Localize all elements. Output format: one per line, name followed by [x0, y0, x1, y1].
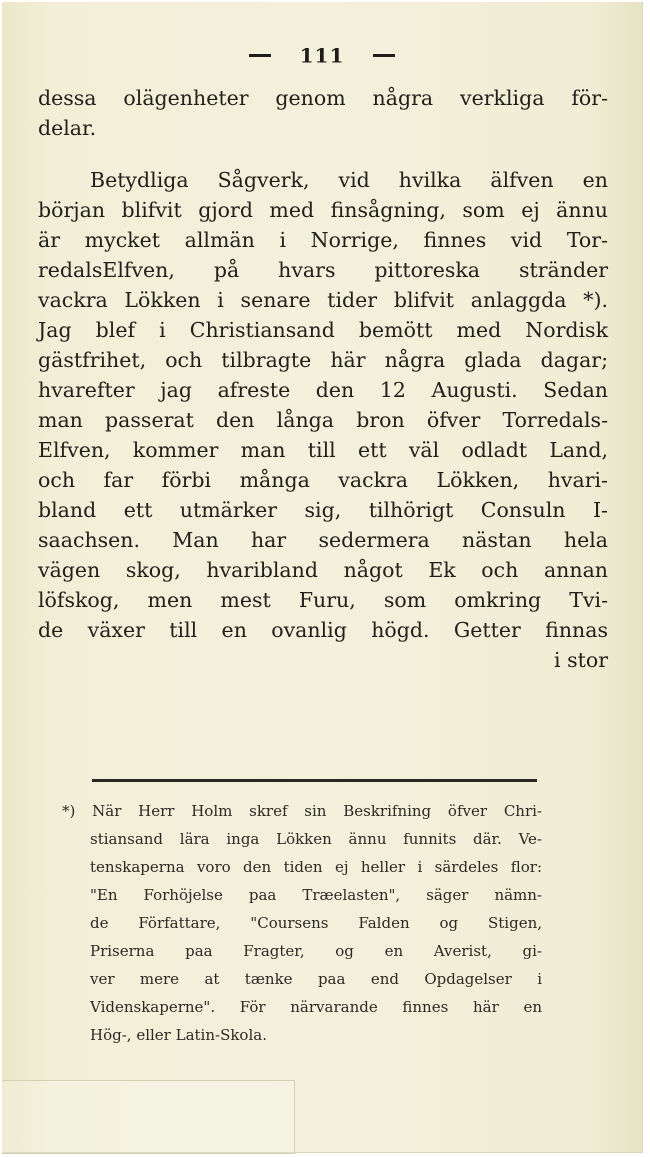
- header-dash-right: [373, 54, 395, 57]
- body-line: gästfrihet, och tilbragte här några glada dagar;: [38, 348, 608, 372]
- catchword: i stor: [554, 648, 608, 672]
- body-line: Elfven, kommer man till ett väl odladt Land,: [38, 438, 608, 462]
- footnote-line: Priserna paa Fragter, og en Averist, gi-: [90, 942, 542, 960]
- body-line: är mycket allmän i Norrige, finnes vid Tor-: [38, 228, 608, 252]
- page-number: 111: [299, 43, 345, 68]
- footnote-line: Hög-, eller Latin-Skola.: [90, 1026, 267, 1044]
- body-line: delar.: [38, 116, 97, 140]
- footnote-line: tenskaperna voro den tiden ej heller i särdeles flor:: [90, 858, 542, 876]
- scan-artifact-box: [2, 1080, 295, 1154]
- body-line: början blifvit gjord med finsågning, som ej ännu: [38, 198, 608, 222]
- footnote-line: de Författare, "Coursens Falden og Stigen,: [90, 914, 542, 932]
- book-page: [2, 2, 643, 1153]
- footnote-line: ver mere at tænke paa end Opdagelser i: [90, 970, 542, 988]
- body-line: löfskog, men mest Furu, som omkring Tvi-: [38, 588, 608, 612]
- footnote-line: *) När Herr Holm skref sin Beskrifning öfver Chri-: [62, 802, 542, 820]
- body-line: saachsen. Man har sedermera nästan hela: [38, 528, 608, 552]
- footnote-line: "En Forhöjelse paa Træelasten", säger nämn-: [90, 886, 542, 904]
- body-line: bland ett utmärker sig, tilhörigt Consuln I-: [38, 498, 608, 522]
- body-line: redalsElfven, på hvars pittoreska stränder: [38, 258, 608, 282]
- header-dash-left: [249, 54, 271, 57]
- footnote-line: Videnskaperne". För närvarande finnes här en: [90, 998, 542, 1016]
- footnote-rule: [92, 779, 537, 782]
- page-header: [2, 42, 642, 68]
- body-line: dessa olägenheter genom några verkliga för-: [38, 86, 608, 110]
- body-line: Betydliga Sågverk, vid hvilka älfven en: [90, 168, 608, 192]
- body-line: Jag blef i Christiansand bemött med Nordisk: [38, 318, 608, 342]
- body-line: hvarefter jag afreste den 12 Augusti. Sedan: [38, 378, 608, 402]
- footnote-line: stiansand lära inga Lökken ännu funnits där. Ve-: [90, 830, 542, 848]
- body-line: och far förbi många vackra Lökken, hvari-: [38, 468, 608, 492]
- body-line: vägen skog, hvaribland något Ek och annan: [38, 558, 608, 582]
- body-line: de växer till en ovanlig högd. Getter finnas: [38, 618, 608, 642]
- body-line: man passerat den långa bron öfver Torredals-: [38, 408, 608, 432]
- body-line: vackra Lökken i senare tider blifvit anlaggda *).: [38, 288, 608, 312]
